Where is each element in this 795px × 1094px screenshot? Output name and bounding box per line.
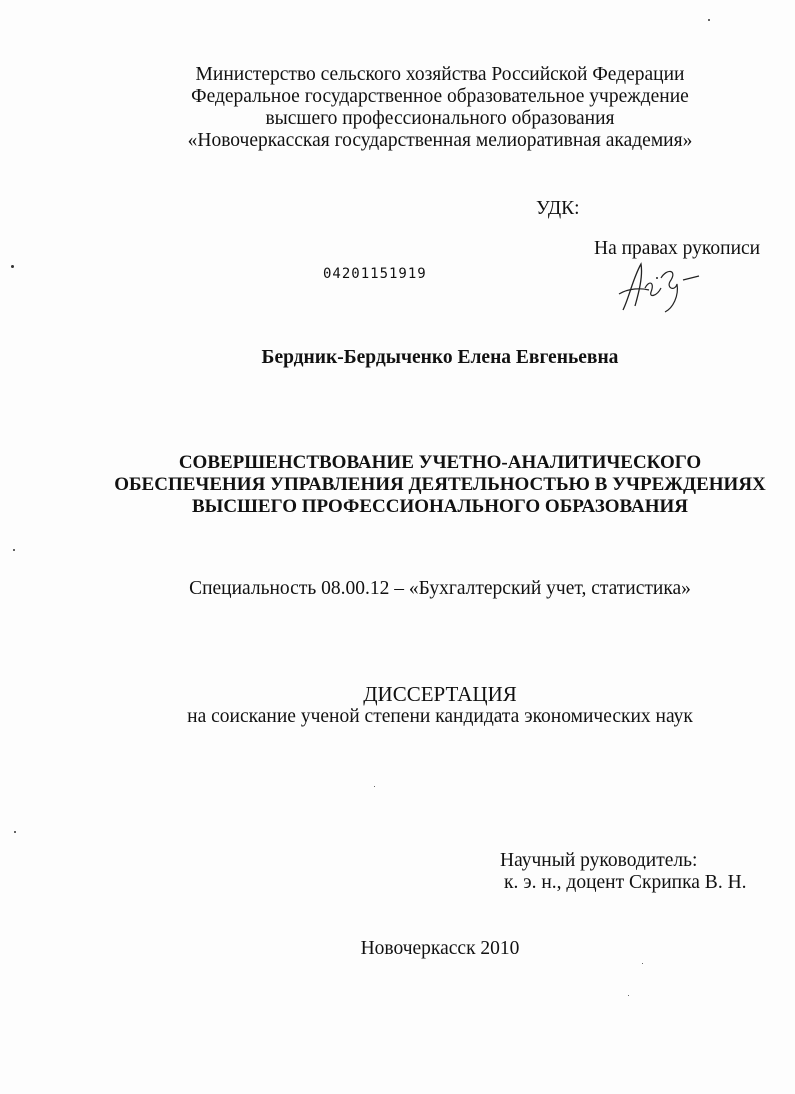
title-line-3: ВЫСШЕГО ПРОФЕССИОНАЛЬНОГО ОБРАЗОВАНИЯ bbox=[192, 496, 688, 517]
document-type-purpose: на соискание ученой степени кандидата экономических наук bbox=[187, 706, 693, 727]
dissertation-title bbox=[0, 452, 795, 518]
header-line-ministry: Министерство сельского хозяйства Российской Федерации bbox=[195, 64, 685, 85]
scan-speck bbox=[13, 549, 15, 551]
manuscript-rights-note: На правах рукописи bbox=[594, 238, 761, 259]
udk-label: УДК: bbox=[536, 198, 580, 219]
scan-speck bbox=[708, 19, 710, 21]
author-name: Бердник-Бердыченко Елена Евгеньевна bbox=[261, 347, 619, 368]
document-type-heading: ДИССЕРТАЦИЯ bbox=[363, 682, 517, 706]
header-line-institution-type: Федеральное государственное образовательное учреждение bbox=[191, 86, 689, 107]
title-line-2: ОБЕСПЕЧЕНИЯ УПРАВЛЕНИЯ ДЕЯТЕЛЬНОСТЬЮ В УЧРЕЖДЕНИЯХ bbox=[114, 474, 766, 495]
document-type bbox=[0, 683, 795, 728]
scan-speck bbox=[374, 786, 375, 787]
institution-header bbox=[0, 64, 795, 152]
advisor-name: к. э. н., доцент Скрипка В. Н. bbox=[504, 872, 747, 893]
scan-speck bbox=[11, 265, 14, 268]
handwritten-signature bbox=[615, 258, 705, 318]
scientific-advisor bbox=[500, 850, 747, 894]
scan-speck bbox=[14, 831, 16, 833]
title-line-1: СОВЕРШЕНСТВОВАНИЕ УЧЕТНО-АНАЛИТИЧЕСКОГО bbox=[178, 452, 702, 473]
advisor-label: Научный руководитель: bbox=[500, 850, 698, 871]
specialty-line: Специальность 08.00.12 – «Бухгалтерский учет, статистика» bbox=[189, 578, 691, 599]
header-line-education-level: высшего профессионального образования bbox=[265, 108, 615, 129]
scan-speck bbox=[628, 995, 629, 996]
header-line-academy-name: «Новочеркасская государственная мелиоративная академия» bbox=[187, 130, 693, 151]
catalog-number: 04201151919 bbox=[323, 266, 427, 282]
scan-speck bbox=[642, 963, 643, 964]
place-and-year: Новочеркасск 2010 bbox=[360, 938, 520, 959]
